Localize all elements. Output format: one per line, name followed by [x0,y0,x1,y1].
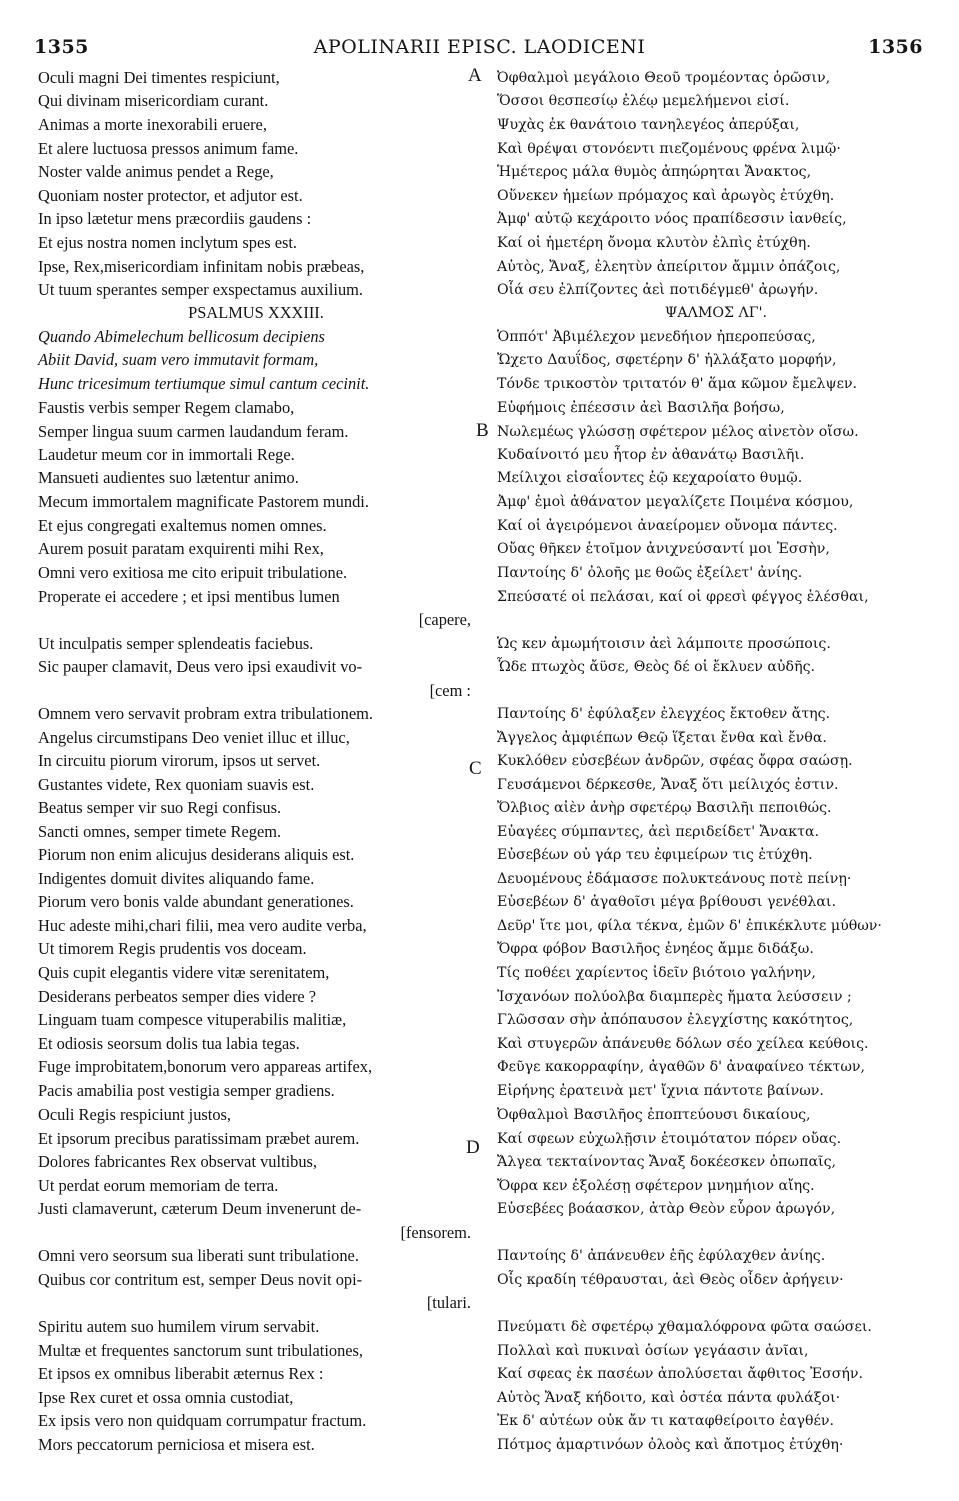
greek-text-line: Τίς ποθέει χαρίεντος ἰδεῖν βιότοιο γαλήνην, [497,965,816,981]
latin-text-line: Angelus circumstipans Deo veniet illuc et illuc, [38,728,350,747]
latin-text-line: Aurem posuit paratam exquirenti mihi Rex, [38,539,324,558]
latin-text-line: Piorum non enim alicujus desiderans aliquis est. [38,845,355,864]
greek-text-line: Οὕνεκεν ἡμείων πρόμαχος καὶ ἀρωγὸς ἐτύχθη. [497,188,835,204]
latin-text-line: Sancti omnes, semper timete Regem. [38,822,282,841]
latin-text-line: Quibus cor contritum est, semper Deus novit opi- [38,1270,363,1289]
greek-text-line: Σπεύσατέ οἱ πελάσαι, καί οἱ φρεσὶ φέγγος ἑλέσθαι, [497,589,869,605]
margin-letter-a: A [468,65,482,86]
greek-text-line: Εὐσεβέων οὐ γάρ τευ ἐφιμείρων τις ἐτύχθη. [497,847,813,863]
greek-psalm-heading: ΨΑΛΜΟΣ ΛΓ'. [664,305,768,321]
latin-text-line: Et ipsorum precibus paratissimam præbet aurem. [38,1129,360,1148]
left-page-number: 1355 [34,36,89,58]
latin-text-line: [tulari. [426,1293,471,1312]
margin-letter-d: D [466,1137,480,1158]
greek-text-line: Νωλεμέως γλώσσῃ σφέτερον μέλος αἰνετὸν οἴσω. [497,424,859,440]
latin-psalm-heading: PSALMUS XXXIII. [188,303,324,322]
latin-text-line: Pacis amabilia post vestigia semper gradiens. [38,1081,335,1100]
latin-text-line: Ut timorem Regis prudentis vos doceam. [38,939,307,958]
latin-text-line: Et ejus congregati exaltemus nomen omnes. [38,516,327,535]
latin-text-line: Mansueti audientes suo lætentur animo. [38,468,299,487]
greek-text-line: Εἰρήνης ἐρατεινὰ μετ' ἴχνια πάντοτε βαίνων. [497,1083,824,1099]
latin-text-line: Spiritu autem suo humilem virum servabit. [38,1317,320,1336]
greek-text-line: Ὅσσοι θεσπεσίῳ ἐλέῳ μεμελήμενοι εἰσί. [497,93,790,109]
latin-text-line: Ut perdat eorum memoriam de terra. [38,1176,279,1195]
greek-text-line: Οὔας θῆκεν ἑτοῖμον ἀνιχνεύσαντί μοι Ἐσσὴν, [497,541,830,557]
latin-text-line: Beatus semper vir suo Regi confisus. [38,798,282,817]
greek-text-line: Καί οἱ ἡμετέρη ὄνομα κλυτὸν ἐλπὶς ἐτύχθη. [497,235,811,251]
latin-text-line: Mecum immortalem magnificate Pastorem mundi. [38,492,369,511]
latin-text-line: Properate ei accedere ; et ipsi mentibus lumen [38,587,340,606]
latin-text-line: Et odiosis seorsum dolis tua labia tegas. [38,1034,300,1053]
greek-text-line: Πότμος ἁμαρτινόων ὀλοὸς καὶ ἄποτμος ἐτύχθη· [497,1437,844,1453]
latin-text-line: Ut inculpatis semper splendeatis faciebus. [38,634,314,653]
latin-text-line: Oculi Regis respiciunt justos, [38,1105,232,1124]
greek-text-line: Εὐαγέες σύμπαντες, ἀεὶ περιδείδετ' Ἄνακτα. [497,824,820,840]
greek-text-line: Καί σφεας ἐκ πασέων ἀπολύσεται ἄφθιτος Ἐσσήν. [497,1366,864,1382]
latin-text-line: Laudetur meum cor in immortali Rege. [38,445,295,464]
latin-text-line: In circuitu piorum virorum, ipsos ut servet. [38,751,321,770]
latin-text-line: Mors peccatorum perniciosa et misera est. [38,1435,315,1454]
greek-text-line: Ὄφρα κεν ἐξολέσῃ σφέτερον μνημήιον αἴης. [497,1178,815,1194]
latin-text-line: Omni vero seorsum sua liberati sunt tribulatione. [38,1246,359,1265]
greek-text-line: Γλῶσσαν σὴν ἀπόπαυσον ἐλεγχίστης κακότητος, [497,1012,854,1028]
latin-text-line: Ipse, Rex,misericordiam infinitam nobis præbeas, [38,257,365,276]
latin-text-line: Gustantes videte, Rex quoniam suavis est. [38,775,315,794]
latin-text-line: Quis cupit elegantis videre vitæ serenitatem, [38,963,330,982]
latin-text-line: Noster valde animus pendet a Rege, [38,162,274,181]
running-title: APOLINARII EPISC. LAODICENI [313,36,646,58]
latin-text-line: Piorum vero bonis valde abundant generationes. [38,892,354,911]
greek-text-line: Ὤχετο Δαυΐδος, σφετέρην δ' ἠλλάξατο μορφήν, [497,352,837,368]
greek-text-line: Γευσάμενοι δέρκεσθε, Ἄναξ ὅτι μείλιχός ἐστιν. [497,777,839,793]
greek-text-line: Οἷς κραδίη τέθραυσται, ἀεὶ Θεὸς οἶδεν ἀρήγειν· [497,1272,844,1288]
greek-text-line: Φεῦγε κακορραφίην, ἀγαθῶν δ' ἀναφαίνεο τέκτων, [497,1059,866,1075]
greek-text-line: Πολλαὶ καὶ πυκιναὶ ὁσίων γεγάασιν ἀνῖαι, [497,1343,809,1359]
right-page-number: 1356 [868,36,923,58]
greek-text-line: Ἀμφ' ἐμοὶ ἀθάνατον μεγαλίζετε Ποιμένα κόσμου, [497,494,854,510]
latin-text-line: In ipso lætetur mens præcordiis gaudens : [38,209,312,228]
latin-text-line: Multæ et frequentes sanctorum sunt tribulationes, [38,1341,364,1360]
greek-text-line: Αὐτὸς Ἄναξ κήδοιτο, καὶ ὀστέα πάντα φυλάξοι· [497,1390,841,1406]
greek-text-line: Δευομένους ἐδάμασσε πολυκτεάνους ποτὲ πείνῃ· [497,871,852,887]
greek-text-line: Ὀφθαλμοὶ Βασιλῆος ἐποπτεύουσι δικαίους, [497,1107,811,1123]
greek-text-line: Ὧδε πτωχὸς ἄϋσε, Θεὸς δέ οἱ ἔκλυεν αὐδῆς. [497,659,816,675]
greek-text-line: Παντοίης δ' ὀλοῆς με θοῶς ἐξείλετ' ἀνίης. [497,565,803,581]
latin-text-line: Justi clamaverunt, cæterum Deum invenerunt de- [38,1199,362,1218]
latin-text-line: Sic pauper clamavit, Deus vero ipsi exaudivit vo- [38,657,363,676]
greek-text-line: Εὐσεβέων δ' ἀγαθοῖσι μέγα βρίθουσι γενέθλαι. [497,894,836,910]
greek-text-line: Ὡς κεν ἀμωμήτοισιν ἀεὶ λάμποιτε προσώποις. [497,636,831,652]
latin-text-line: Dolores fabricantes Rex observat vultibus, [38,1152,318,1171]
greek-text-line: Ὀφθαλμοὶ μεγάλοιο Θεοῦ τρομέοντας ὁρῶσιν, [497,70,831,86]
greek-text-line: Παντοίης δ' ἐφύλαξεν ἐλεγχέος ἔκτοθεν ἄτης. [497,706,831,722]
greek-text-line: Κυκλόθεν εὐσεβέων ἀνδρῶν, σφέας ὄφρα σαώσῃ. [497,753,853,769]
margin-letter-b: B [476,420,489,441]
latin-text-line: Omnem vero servavit probram extra tribulationem. [38,704,373,723]
greek-text-line: Καί σφεων εὐχωλῇσιν ἑτοιμότατον πόρεν οὔας. [497,1131,842,1147]
latin-text-line: Ipse Rex curet et ossa omnia custodiat, [38,1388,294,1407]
margin-letter-c: C [469,758,482,779]
latin-text-line: [capere, [418,610,471,629]
greek-text-line: Παντοίης δ' ἀπάνευθεν ἑῆς ἐφύλαχθεν ἀνίης. [497,1248,826,1264]
latin-text-line: Ex ipsis vero non quidquam corrumpatur fractum. [38,1411,367,1430]
latin-text-line: Abiit David, suam vero immutavit formam, [38,350,319,369]
greek-text-line: Ὄφρα φόβον Βασιλῆος ἐνηέος ἄμμε διδάξω. [497,941,814,957]
greek-text-line: Ἡμέτερος μάλα θυμὸς ἀπηώρηται Ἄνακτος, [497,164,812,180]
greek-text-line: Οἷά σευ ἐλπίζοντες ἀεὶ ποτιδέγμεθ' ἀρωγήν. [497,282,819,298]
greek-text-line: Ὄλβιος αἰὲν ἀνὴρ σφετέρῳ Βασιλῆι πεποιθώς. [497,800,832,816]
latin-text-line: Huc adeste mihi,chari filii, mea vero audite verba, [38,916,367,935]
greek-text-line: Ἄλγεα τεκταίνοντας Ἄναξ δοκέεσκεν ὀπωπαῖς, [497,1154,837,1170]
latin-text-line: Quando Abimelechum bellicosum decipiens [38,327,325,346]
latin-text-line: [cem : [429,681,471,700]
latin-text-line: Ut tuum sperantes semper exspectamus auxilium. [38,280,364,299]
greek-text-line: Ὁππότ' Ἀβιμέλεχον μενεδήιον ἠπεροπεύσας, [497,329,816,345]
latin-text-line: Linguam tuam compesce vituperabilis malitiæ, [38,1010,347,1029]
latin-text-line: Et ejus nostra nomen inclytum spes est. [38,233,298,252]
latin-text-line: Et ipsos ex omnibus liberabit æternus Rex : [38,1364,324,1383]
latin-text-line: Qui divinam misericordiam curant. [38,91,269,110]
latin-text-line: Fuge improbitatem,bonorum vero appareas artifex, [38,1057,373,1076]
greek-text-line: Πνεύματι δὲ σφετέρῳ χθαμαλόφρονα φῶτα σαώσει. [497,1319,872,1335]
latin-text-line: Faustis verbis semper Regem clamabo, [38,398,295,417]
latin-text-line: [fensorem. [400,1223,471,1242]
latin-text-line: Desiderans perbeatos semper dies videre ? [38,987,317,1006]
greek-text-line: Εὐφήμοις ἐπέεσσιν ἀεὶ Βασιλῆα βοήσω, [497,400,785,416]
greek-text-line: Ἄγγελος ἀμφιέπων Θεῷ ἵξεται ἔνθα καὶ ἔνθα. [497,730,827,746]
greek-text-line: Κυδαίνοιτό μευ ἦτορ ἐν ἀθανάτῳ Βασιλῆι. [497,447,805,463]
greek-text-line: Καί οἱ ἀγειρόμενοι ἀναείρομεν οὔνομα πάντες. [497,518,838,534]
greek-text-line: Ἐκ δ' αὐτέων οὐκ ἄν τι καταφθείροιτο ἐαγθέν. [497,1413,835,1429]
latin-text-line: Semper lingua suum carmen laudandum feram. [38,422,349,441]
latin-text-line: Oculi magni Dei timentes respiciunt, [38,68,280,87]
latin-text-line: Animas a morte inexorabili eruere, [38,115,267,134]
greek-text-line: Εὐσεβέες βοάασκον, ἀτὰρ Θεὸν εὗρον ἀρωγόν, [497,1201,836,1217]
latin-text-line: Hunc tricesimum tertiumque simul cantum cecinit. [38,374,370,393]
greek-text-line: Καὶ στυγερῶν ἀπάνευθε δόλων σέο χείλεα κεύθοις. [497,1036,869,1052]
greek-text-line: Δεῦρ' ἴτε μοι, φίλα τέκνα, ἐμῶν δ' ἐπικέκλυτε μύθων· [497,918,882,934]
greek-text-line: Καὶ θρέψαι στονόεντι πιεζομένους φρένα λιμῷ· [497,141,841,157]
latin-text-line: Quoniam noster protector, et adjutor est. [38,186,303,205]
latin-text-line: Indigentes domuit divites aliquando fame. [38,869,315,888]
greek-text-line: Μείλιχοι εἰσαΐοντες ἑῷ κεχαροίατο θυμῷ. [497,470,803,486]
greek-text-line: Ἰσχανόων πολύολβα διαμπερὲς ἤματα λεύσσειν ; [497,989,852,1005]
greek-text-line: Αὐτὸς, Ἄναξ, ἐλεητὺν ἀπείριτον ἄμμιν ὀπάζοις, [497,259,841,275]
greek-text-line: Ἀμφ' αὐτῷ κεχάροιτο νόος πραπίδεσσιν ἰανθείς, [497,211,847,227]
greek-text-line: Ψυχὰς ἐκ θανάτοιο τανηλεγέος ἀπερύξαι, [497,117,800,133]
latin-text-line: Et alere luctuosa pressos animum fame. [38,139,299,158]
latin-text-line: Omni vero exitiosa me cito eripuit tribulatione. [38,563,348,582]
greek-text-line: Τόνδε τρικοστὸν τριτατόν θ' ἅμα κῶμον ἔμελψεν. [497,376,858,392]
